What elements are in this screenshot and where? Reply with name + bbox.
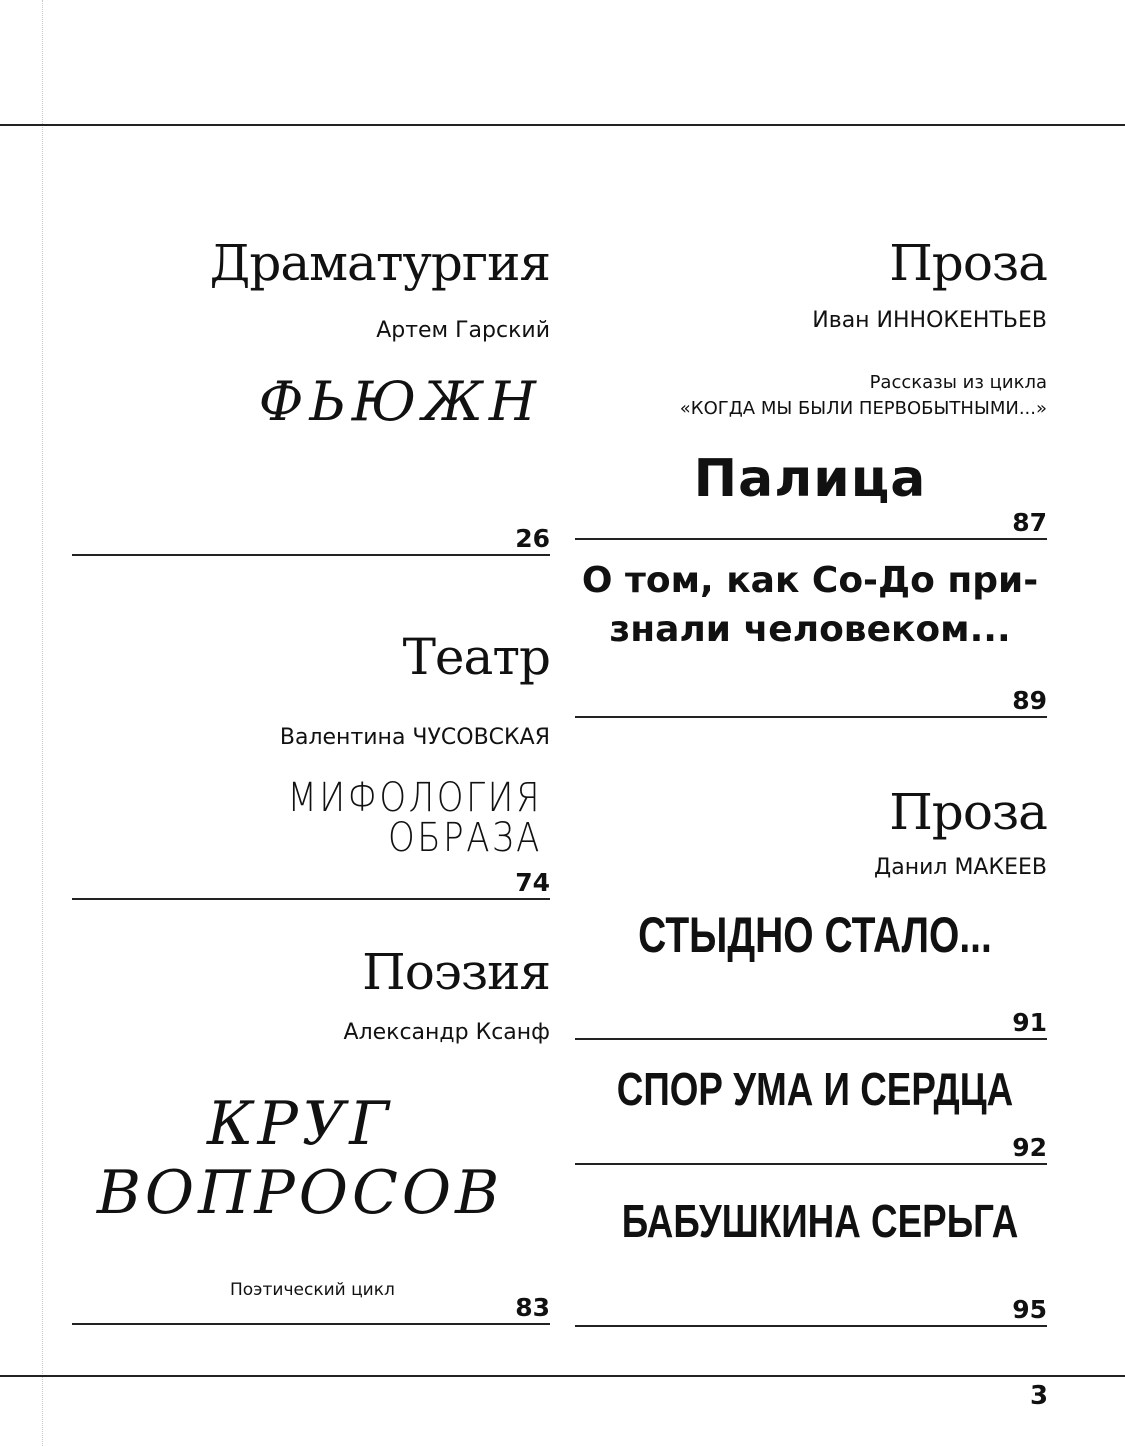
divider-babushkina xyxy=(575,1325,1047,1327)
page-number-83[interactable]: 83 xyxy=(515,1293,550,1322)
title-line-1: КРУГ xyxy=(207,1089,393,1159)
page-number-26[interactable]: 26 xyxy=(515,524,550,553)
subtitle-cycle xyxy=(575,370,1047,422)
divider-drama xyxy=(72,554,550,556)
page-number-91[interactable]: 91 xyxy=(1012,1008,1047,1037)
page-number-87[interactable]: 87 xyxy=(1012,508,1047,537)
divider-so-do xyxy=(575,716,1047,718)
subtitle-line-2: «КОГДА МЫ БЫЛИ ПЕРВОБЫТНЫМИ...» xyxy=(679,398,1047,420)
title-palitsa[interactable]: Палица xyxy=(693,449,927,509)
title-krug-voprosov[interactable] xyxy=(90,1090,510,1228)
subtitle-poetic-cycle: Поэтический цикл xyxy=(230,1280,395,1300)
title-babushkina-serga[interactable]: БАБУШКИНА СЕРЬГА xyxy=(621,1195,1019,1247)
page-number-89[interactable]: 89 xyxy=(1012,686,1047,715)
page-number-92[interactable]: 92 xyxy=(1012,1133,1047,1162)
divider-palitsa xyxy=(575,538,1047,540)
title-so-do[interactable] xyxy=(560,557,1060,654)
author-makeev: Данил МАКЕЕВ xyxy=(874,855,1047,880)
subtitle-line-1: Рассказы из цикла xyxy=(869,372,1047,393)
author-garsky: Артем Гарский xyxy=(376,318,550,343)
title-stydno-stalo[interactable]: СТЫДНО СТАЛО... xyxy=(638,907,992,963)
section-heading-prose-2: Проза xyxy=(889,783,1047,841)
divider-spor xyxy=(575,1163,1047,1165)
title-line-2: ВОПРОСОВ xyxy=(96,1158,504,1228)
top-rule xyxy=(0,124,1125,126)
page-number-74[interactable]: 74 xyxy=(515,868,550,897)
divider-theatre xyxy=(72,898,550,900)
title-line-1: О том, как Со-До при- xyxy=(581,560,1039,601)
page-number-95[interactable]: 95 xyxy=(1012,1295,1047,1324)
footer-page-number: 3 xyxy=(1030,1381,1049,1411)
author-chusovskaya: Валентина ЧУСОВСКАЯ xyxy=(279,725,550,750)
title-spor-uma-i-serdtsa[interactable]: СПОР УМА И СЕРДЦА xyxy=(616,1063,1014,1115)
section-heading-drama: Драматургия xyxy=(209,234,550,292)
author-ksanf: Александр Ксанф xyxy=(343,1020,550,1045)
title-mifologiya-obraza[interactable]: МИФОЛОГИЯ ОБРАЗА xyxy=(287,775,542,861)
section-heading-poetry: Поэзия xyxy=(362,943,550,1001)
bottom-rule xyxy=(0,1375,1125,1377)
section-heading-theatre: Театр xyxy=(402,628,550,686)
title-line-2: знали человеком... xyxy=(609,608,1011,650)
divider-poetry xyxy=(72,1323,550,1325)
margin-guide xyxy=(42,0,43,1446)
section-heading-prose-1: Проза xyxy=(889,234,1047,292)
title-fyuzhn[interactable]: ФЬЮЖН xyxy=(258,370,542,433)
divider-stydno xyxy=(575,1038,1047,1040)
author-innokentyev: Иван ИННОКЕНТЬЕВ xyxy=(812,308,1047,333)
